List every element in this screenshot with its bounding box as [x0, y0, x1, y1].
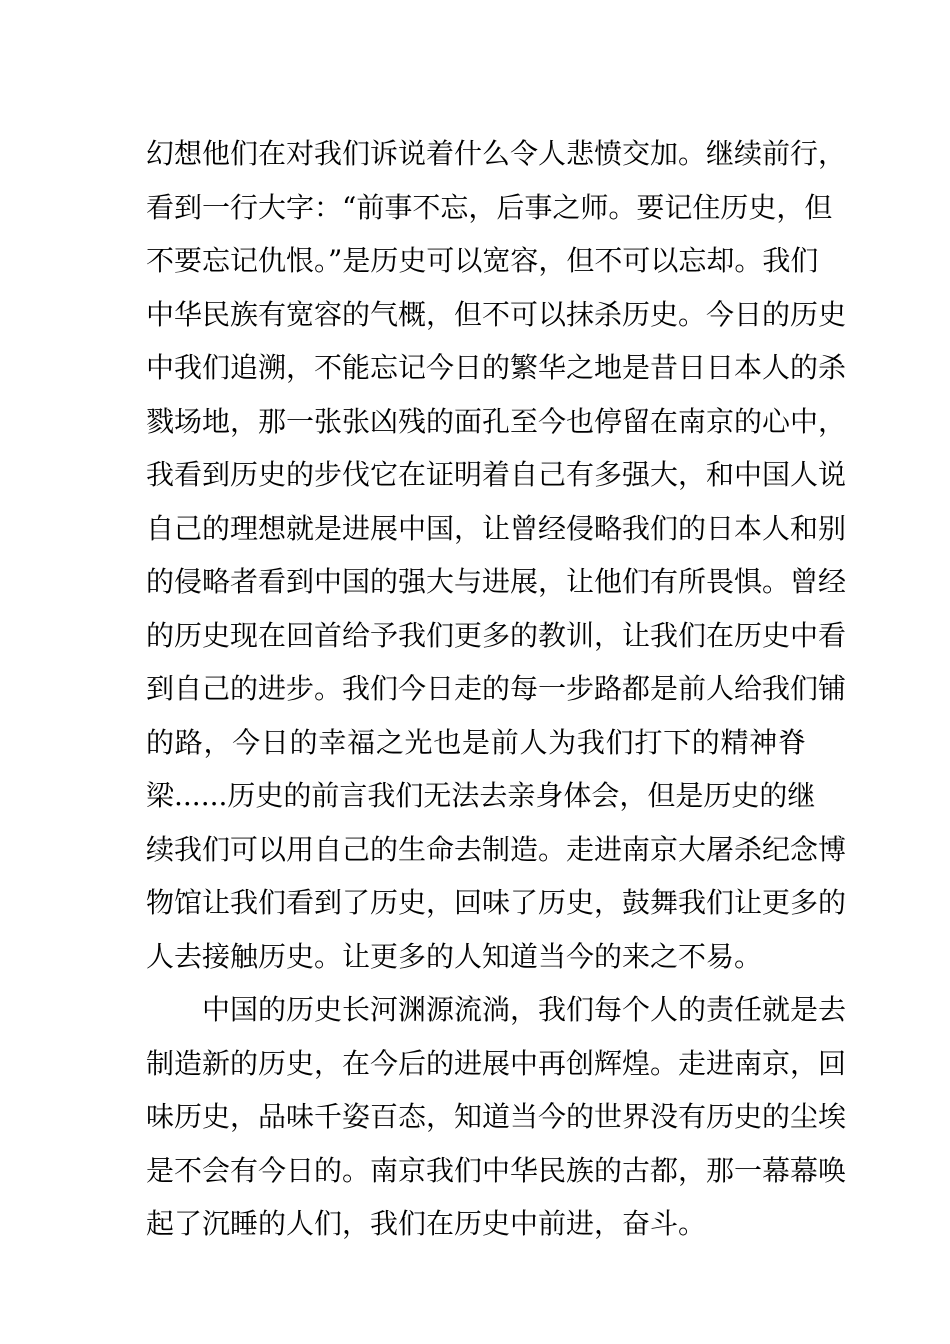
text-line: 中国的历史长河渊源流淌，我们每个人的责任就是去	[202, 993, 847, 1026]
text-line: 的侵略者看到中国的强大与进展，让他们有所畏惧。曾经	[146, 565, 847, 598]
text-line: 起了沉睡的人们，我们在历史中前进，奋斗。	[146, 1207, 707, 1240]
text-line: 续我们可以用自己的生命去制造。走进南京大屠杀纪念博	[146, 832, 847, 866]
paragraph-2	[146, 983, 847, 1251]
text-line: 物馆让我们看到了历史，回味了历史，鼓舞我们让更多的	[146, 886, 847, 919]
text-line: 梁......历史的前言我们无法去亲身体会，但是历史的继	[146, 779, 816, 812]
paragraph-1	[146, 127, 847, 983]
text-line: 戮场地，那一张张凶残的面孔至今也停留在南京的心中，	[146, 404, 847, 438]
text-line: 我看到历史的步伐它在证明着自己有多强大，和中国人说	[146, 458, 847, 491]
text-line: 到自己的进步。我们今日走的每一步路都是前人给我们铺	[146, 672, 847, 705]
text-line: 中我们追溯，不能忘记今日的繁华之地是昔日日本人的杀	[146, 351, 847, 384]
text-line: 幻想他们在对我们诉说着什么令人悲愤交加。继续前行，	[146, 137, 847, 170]
text-line: 中华民族有宽容的气概，但不可以抹杀历史。今日的历史	[146, 297, 847, 331]
text-line: 制造新的历史，在今后的进展中再创辉煌。走进南京，回	[146, 1046, 847, 1080]
text-line: 的路，今日的幸福之光也是前人为我们打下的精神脊	[146, 725, 806, 759]
text-line: 不要忘记仇恨。”是历史可以宽容，但不可以忘却。我们	[146, 244, 819, 277]
text-line: 的历史现在回首给予我们更多的教训，让我们在历史中看	[146, 618, 847, 652]
text-line: 看到一行大字：“前事不忘，后事之师。要记住历史，但	[146, 190, 833, 224]
text-line: 人去接触历史。让更多的人知道当今的来之不易。	[146, 939, 763, 973]
text-line: 味历史，品味千姿百态，知道当今的世界没有历史的尘埃	[146, 1100, 847, 1133]
text-line: 是不会有今日的。南京我们中华民族的古都，那一幕幕唤	[146, 1153, 847, 1187]
body-text	[146, 127, 847, 1251]
text-line: 自己的理想就是进展中国，让曾经侵略我们的日本人和别	[146, 511, 847, 545]
